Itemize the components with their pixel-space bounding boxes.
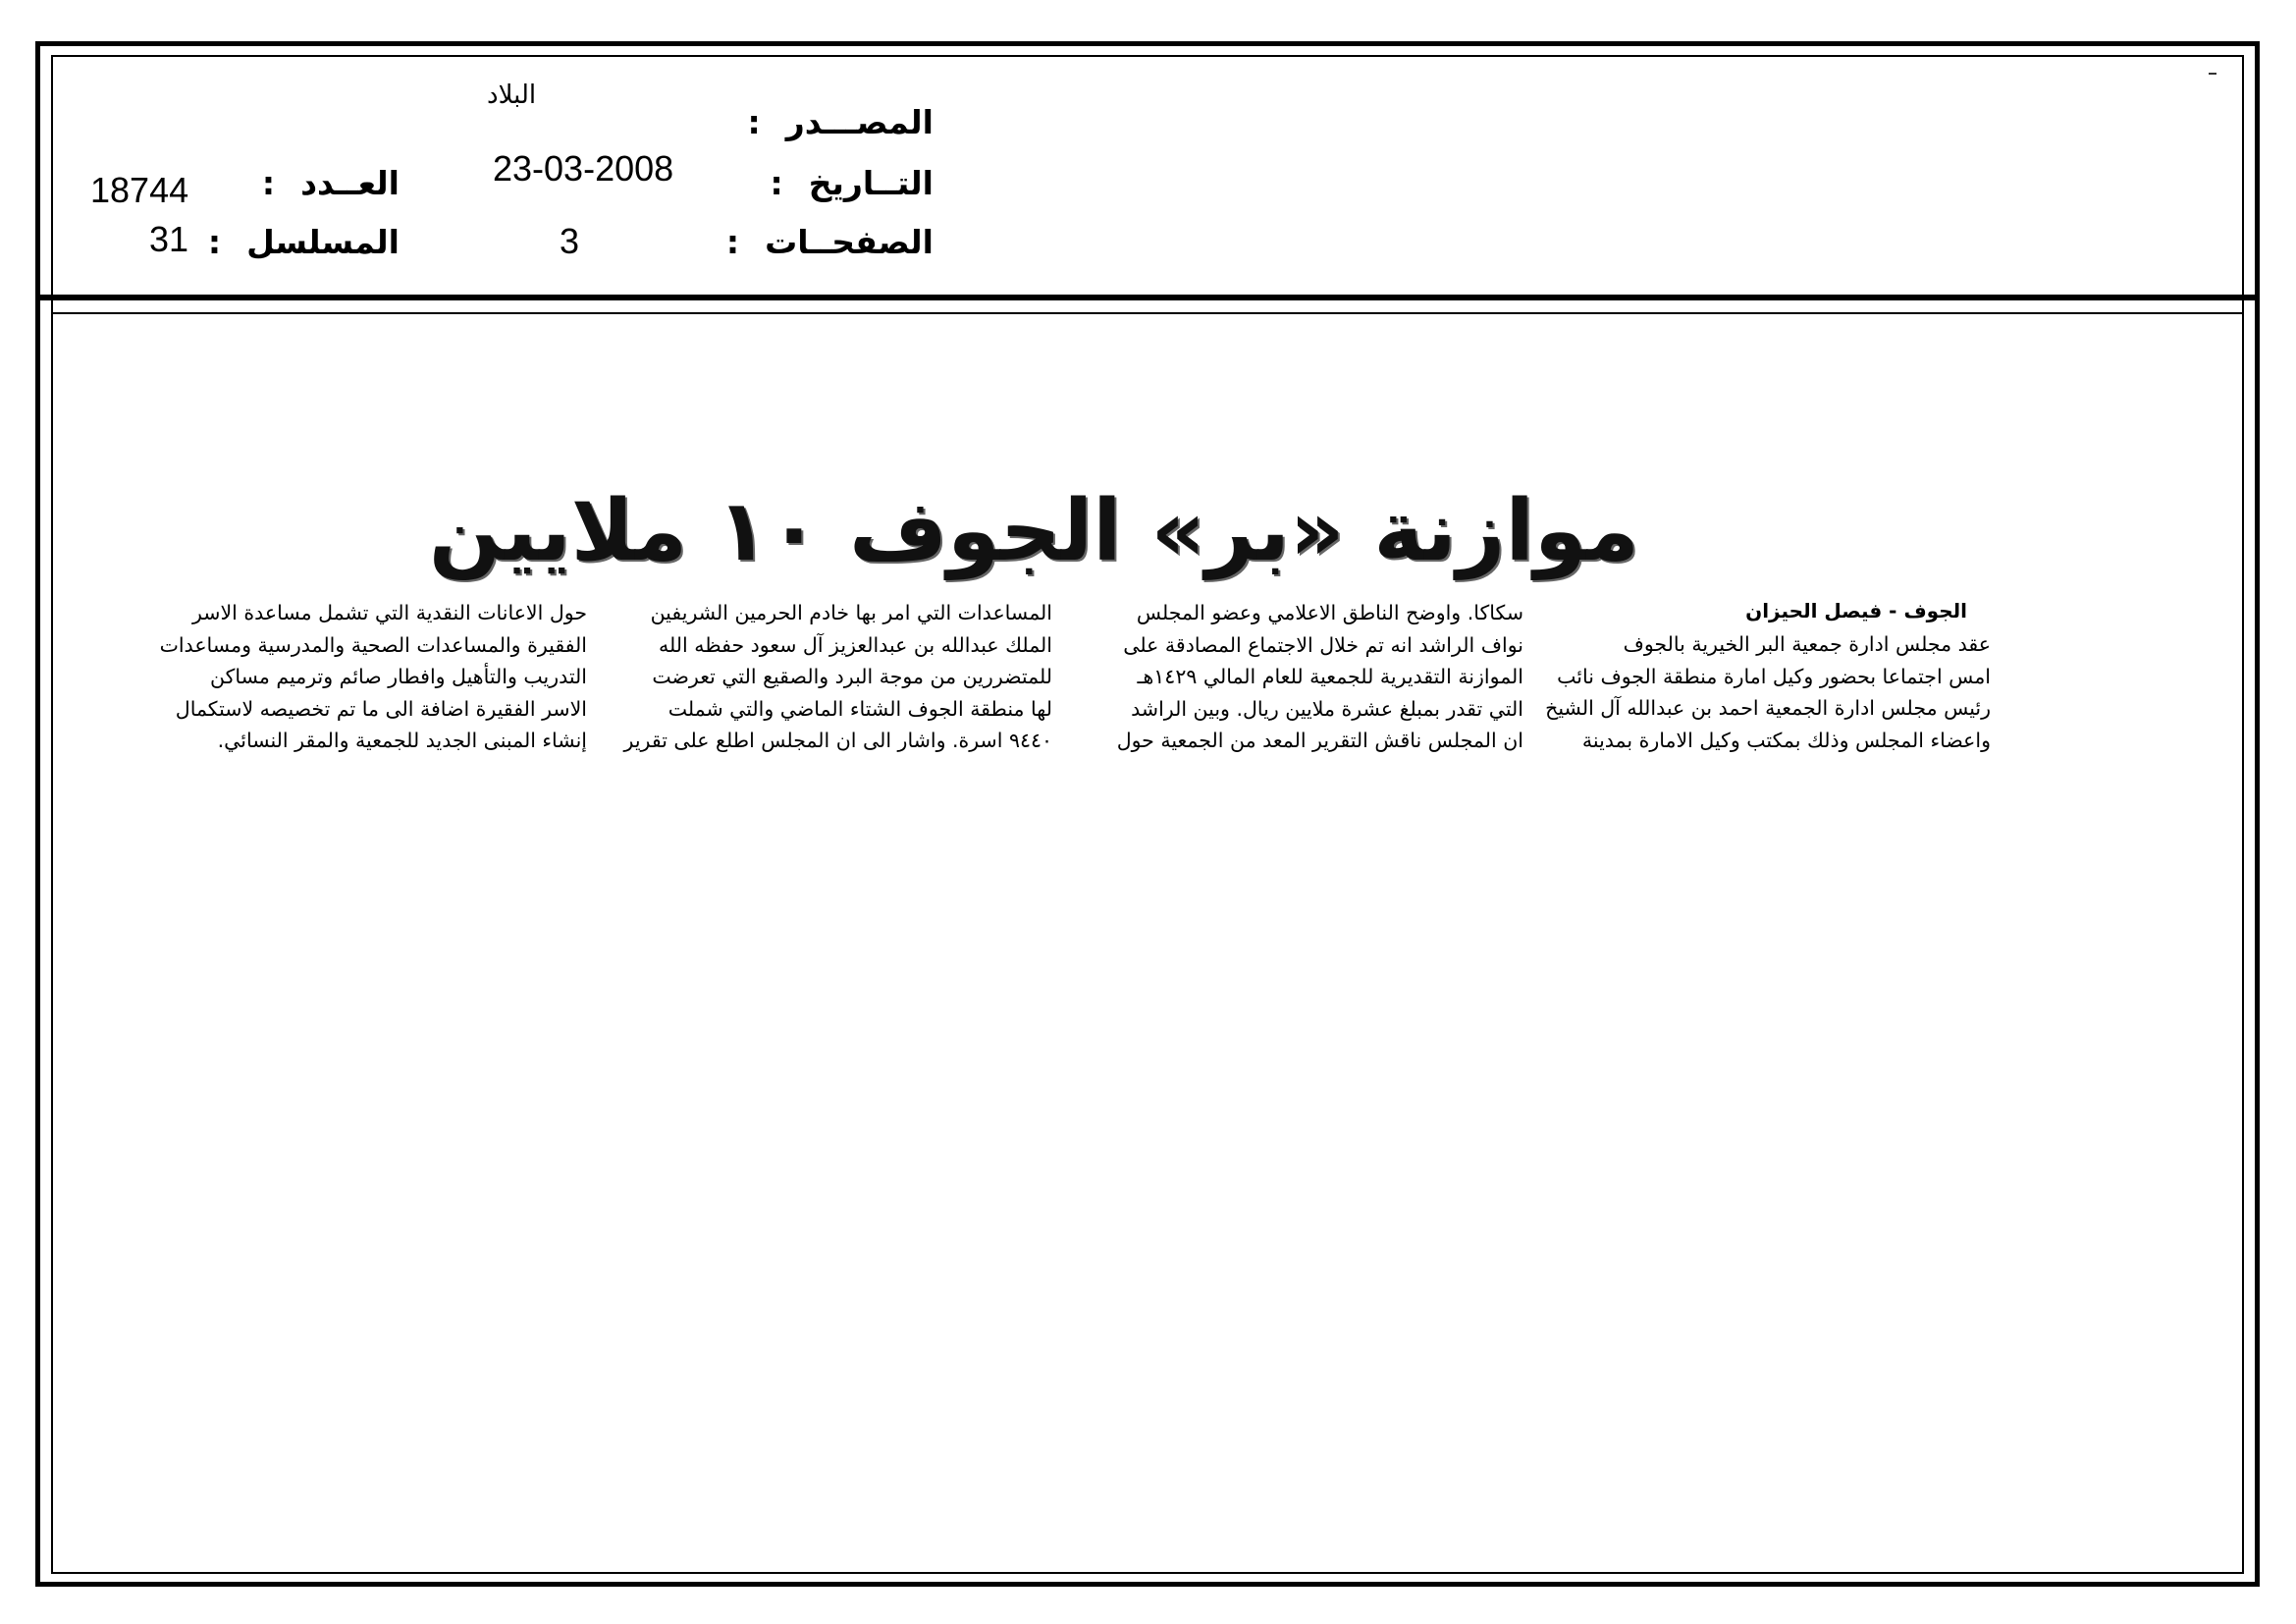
text-line: المساعدات التي امر بها خادم الحرمين الشريفين xyxy=(650,601,1052,624)
text-line: سكاكا. واوضح الناطق الاعلامي وعضو المجلس xyxy=(1136,601,1523,624)
pages-label: الصفحــات: xyxy=(725,223,934,261)
text-line: الموازنة التقديرية للجمعية للعام المالي ١٤٢٩هـ xyxy=(1137,665,1523,688)
article-column-3 xyxy=(609,597,1052,757)
header-divider xyxy=(39,295,2258,300)
text-line: الاسر الفقيرة اضافة الى ما تم تخصيصه لاستكمال xyxy=(175,696,587,721)
text-line: حول الاعانات النقدية التي تشمل مساعدة الاسر xyxy=(191,601,587,624)
text-line: عقد مجلس ادارة جمعية البر الخيرية بالجوف xyxy=(1623,632,1991,656)
text-line: ٩٤٤٠ اسرة. واشار الى ان المجلس اطلع على تقرير xyxy=(623,729,1052,752)
text-line: نواف الراشد انه تم خلال الاجتماع المصادقة على xyxy=(1123,632,1523,657)
text-line: إنشاء المبنى الجديد للجمعية والمقر النسائي. xyxy=(217,729,587,752)
text-line: الفقيرة والمساعدات الصحية والمدرسية ومساعدات xyxy=(159,632,587,657)
date-label: التــاريخ: xyxy=(770,164,934,202)
text-line: التي تقدر بمبلغ عشرة ملايين ريال. وبين الراشد xyxy=(1131,696,1523,721)
pages-value: 3 xyxy=(560,221,580,261)
text-line: رئيس مجلس ادارة الجمعية احمد بن عبدالله آل الشيخ xyxy=(1545,696,1991,720)
issue-value: 18744 xyxy=(90,170,189,210)
article-column-1 xyxy=(1545,628,1991,756)
page-inner-border xyxy=(51,55,2244,1574)
text-line: التدريب والتأهيل وافطار صائم وترميم مساكن xyxy=(210,665,587,688)
article-column-2 xyxy=(1080,597,1523,757)
article-byline: الجوف - فيصل الحيزان xyxy=(1745,599,1967,623)
article-column-4 xyxy=(159,597,587,757)
text-line: ان المجلس ناقش التقرير المعد من الجمعية حول xyxy=(1116,729,1523,752)
article-headline: موازنة «بر» الجوف ١٠ ملايين xyxy=(428,482,1639,580)
source-value: البلاد xyxy=(487,81,537,110)
text-line: امس اجتماعا بحضور وكيل امارة منطقة الجوف نائب xyxy=(1557,664,1991,688)
serial-label: المسلسل: xyxy=(207,223,400,261)
issue-label: العــدد: xyxy=(261,164,400,202)
corner-mark xyxy=(2209,73,2216,75)
serial-value: 31 xyxy=(149,219,189,259)
text-line: لها منطقة الجوف الشتاء الماضي والتي شملت xyxy=(667,696,1052,721)
date-value: 23-03-2008 xyxy=(493,148,674,189)
text-line: للمتضررين من موجة البرد والصقيع التي تعرضت xyxy=(652,665,1052,688)
header-divider-thin xyxy=(51,312,2244,314)
text-line: الملك عبدالله بن عبدالعزيز آل سعود حفظه الله xyxy=(659,632,1052,657)
source-label: المصـــدر: xyxy=(747,103,934,141)
text-line: واعضاء المجلس وذلك بمكتب وكيل الامارة بمدينة xyxy=(1581,728,1991,752)
